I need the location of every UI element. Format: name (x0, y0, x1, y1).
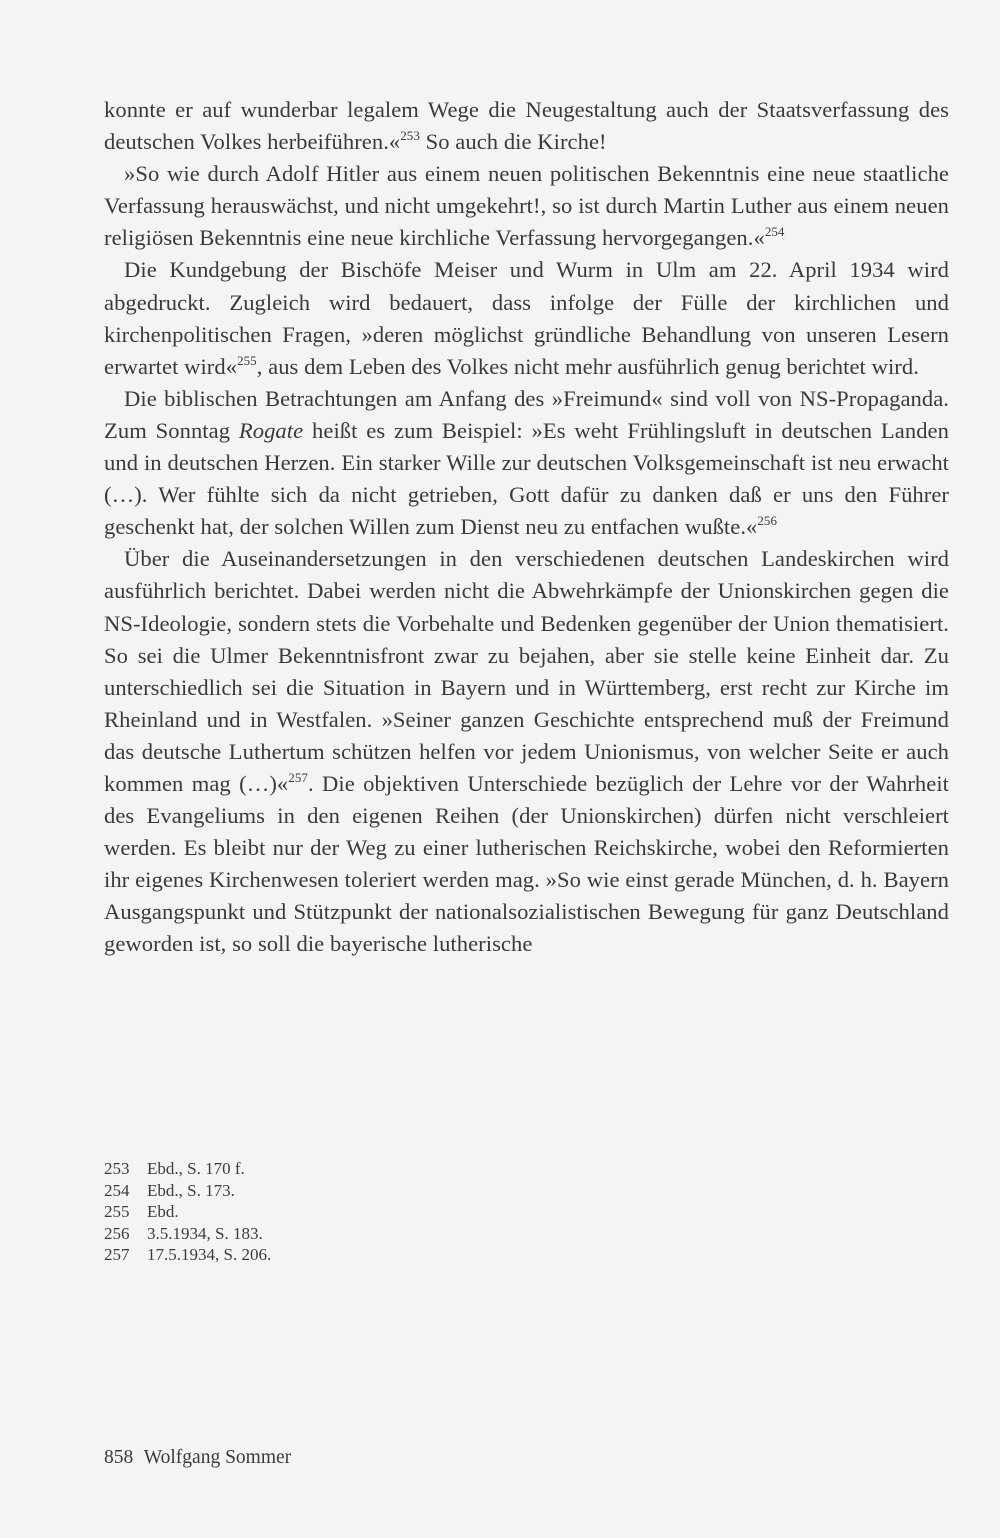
footnote-text: Ebd., S. 170 f. (147, 1159, 245, 1178)
paragraph-5 (104, 543, 949, 960)
paragraph-2-quote (104, 158, 949, 254)
paragraph-text: Die biblischen Betrachtungen am Anfang des »Freimund« sind voll von NS-Propaganda. Zum Sonntag (104, 385, 949, 443)
paragraph-3 (104, 254, 949, 382)
footnote-text: Ebd. (147, 1202, 179, 1221)
footnote-number: 257 (104, 1245, 130, 1264)
footnote-255 (104, 1201, 604, 1223)
author-name: Wolfgang Sommer (143, 1447, 292, 1468)
footnotes (104, 1158, 604, 1266)
footnote-text: 3.5.1934, S. 183. (147, 1223, 263, 1243)
footnote-number: 253 (104, 1159, 130, 1178)
paragraph-text: »So wie durch Adolf Hitler aus einem neuen politischen Bekenntnis eine neue staatliche Verfassung herauswächst, und nicht umgekehrt!, so ist durch Martin Luther aus einem neuen religiösen Bekenntnis eine neue kirchliche Verfassung hervorgegangen.« (104, 161, 949, 251)
footnote-number: 255 (104, 1202, 130, 1221)
footnote-text: 17.5.1934, S. 206. (147, 1245, 272, 1264)
footnote-text: Ebd., S. 173. (147, 1180, 235, 1200)
footnote-ref-253: 253 (400, 128, 420, 144)
paragraph-1 (104, 94, 949, 158)
italic-term: Rogate (238, 417, 304, 443)
paragraph-text: konnte er auf wunderbar legalem Wege die Neugestaltung auch der Staatsverfassung des deutschen Volkes herbeiführen.« (104, 97, 949, 155)
footnote-number: 254 (104, 1180, 130, 1200)
footnote-ref-254: 254 (764, 224, 785, 240)
paragraph-text: Über die Auseinandersetzungen in den verschiedenen deutschen Landeskirchen wird ausführlich berichtet. Dabei werden nicht die Abwehrkämpfe der Unionskirchen gegen die NS-Ideologie, sondern stets die Vorbehalte und Bedenken gegenüber der Union thematisiert. So sei die Ulmer Bekenntnisfront zwar zu bejahen, aber sie stelle keine Einheit dar. Zu unterschiedlich sei die Situation in Bayern und in Württemberg, erst recht zur Kirche im Rheinland und in Westfalen. »Seiner ganzen Geschichte entsprechend muß der Freimund das deutsche Luthertum schützen helfen vor jedem Unionismus, von welcher Seite er auch kommen mag (…)« (104, 546, 949, 796)
paragraph-text: heißt es zum Beispiel: »Es weht Frühlingsluft in deutschen Landen und in deutschen Herzen. Ein starker Wille zur deutschen Volksgemeinschaft ist neu erwacht (…). Wer fühlte sich da nicht getrieben, Gott dafür zu danken daß er uns den Führer geschenkt hat, der solchen Willen zum Dienst neu zu entfachen wußte.« (104, 417, 949, 540)
footnote-ref-256: 256 (757, 513, 778, 529)
paragraph-text: So auch die Kirche! (419, 129, 607, 155)
page-footer (104, 1446, 291, 1470)
paragraph-4 (104, 383, 949, 543)
page-number: 858 (104, 1447, 134, 1468)
footnote-257 (104, 1244, 604, 1266)
footnote-256 (104, 1223, 604, 1245)
footnote-253 (104, 1158, 604, 1180)
paragraph-text: , aus dem Leben des Volkes nicht mehr ausführlich genug berichtet wird. (256, 353, 919, 379)
paragraph-text: Die Kundgebung der Bischöfe Meiser und Wurm in Ulm am 22. April 1934 wird abgedruckt. Zugleich wird bedauert, dass infolge der Fülle der kirchlichen und kirchenpolitischen Fragen, »deren möglichst gründliche Behandlung von unseren Lesern erwartet wird« (104, 257, 949, 379)
footnote-254 (104, 1180, 604, 1202)
footnote-ref-255: 255 (237, 352, 257, 368)
body-text (104, 94, 949, 961)
footnote-number: 256 (104, 1223, 130, 1243)
paragraph-text: . Die objektiven Unterschiede bezüglich der Lehre vor der Wahrheit des Evangeliums in den eigenen Reihen (der Unionskirchen) dürfen nicht verschleiert werden. Es bleibt nur der Weg zu einer lutherischen Reichskirche, wobei den Reformierten ihr eigenes Kirchenwesen toleriert werden mag. »So wie einst gerade München, d. h. Bayern Ausgangspunkt und Stützpunkt der nationalsozialistischen Bewegung für ganz Deutschland geworden ist, so soll die bayerische lutherische (104, 770, 950, 957)
footnote-ref-257: 257 (288, 769, 308, 785)
